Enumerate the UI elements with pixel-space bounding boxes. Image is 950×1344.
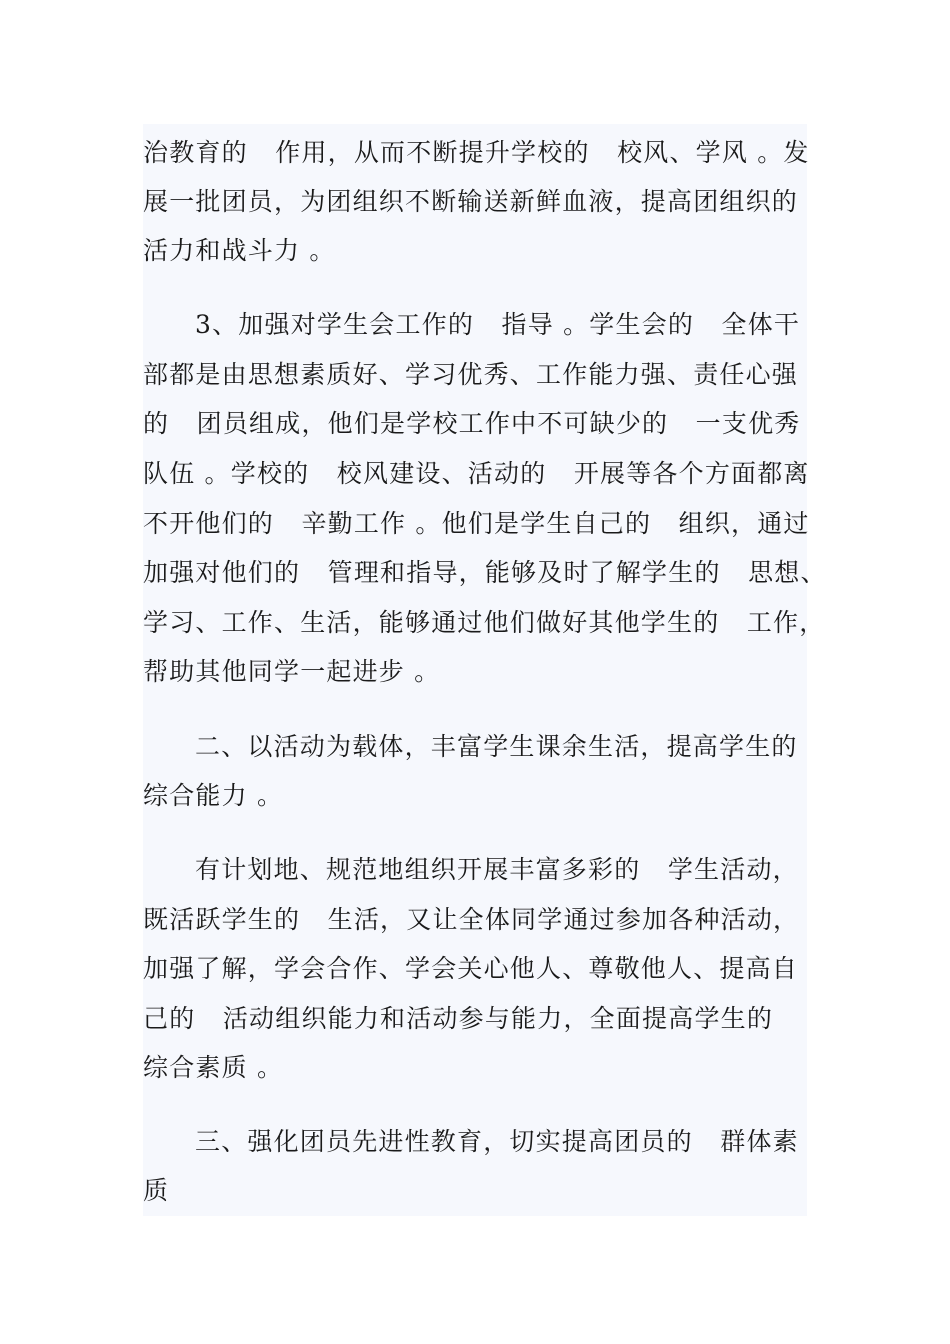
text-line: 综合素质 。 bbox=[143, 1053, 284, 1082]
text-line: 加强对他们的 管理和指导，能够及时了解学生的 思想、 bbox=[143, 558, 827, 587]
document-body bbox=[143, 124, 827, 1216]
text-line: 部都是由思想素质好、学习优秀、工作能力强、责任心强 bbox=[143, 360, 799, 389]
text-line: 3、加强对学生会工作的 指导 。学生会的 全体干 bbox=[195, 310, 801, 339]
text-line: 己的 活动组织能力和活动参与能力，全面提高学生的 bbox=[143, 1004, 774, 1033]
section-heading-line: 综合能力 。 bbox=[143, 781, 284, 810]
text-line: 活力和战斗力 。 bbox=[143, 236, 336, 265]
text-line: 既活跃学生的 生活，又让全体同学通过参加各种活动， bbox=[143, 905, 800, 934]
text-line: 治教育的 作用，从而不断提升学校的 校风、学风 。发 bbox=[143, 138, 810, 167]
section-heading-line: 质 bbox=[143, 1176, 170, 1205]
text-line: 学习、工作、生活，能够通过他们做好其他学生的 工作， bbox=[143, 608, 826, 637]
text-line: 有计划地、规范地组织开展丰富多彩的 学生活动， bbox=[195, 855, 799, 884]
text-line: 队伍 。学校的 校风建设、活动的 开展等各个方面都离 bbox=[143, 459, 810, 488]
text-line: 的 团员组成，他们是学校工作中不可缺少的 一支优秀 bbox=[143, 409, 801, 438]
text-line: 加强了解，学会合作、学会关心他人、尊敬他人、提高自 bbox=[143, 954, 799, 983]
section-heading-line: 二、以活动为载体，丰富学生课余生活，提高学生的 bbox=[195, 732, 798, 761]
text-line: 不开他们的 辛勤工作 。他们是学生自己的 组织，通过 bbox=[143, 509, 810, 538]
text-line: 展一批团员，为团组织不断输送新鲜血液，提高团组织的 bbox=[143, 187, 799, 216]
text-line: 帮助其他同学一起进步 。 bbox=[143, 657, 441, 686]
section-heading-line: 三、强化团员先进性教育，切实提高团员的 群体素 bbox=[195, 1127, 799, 1156]
